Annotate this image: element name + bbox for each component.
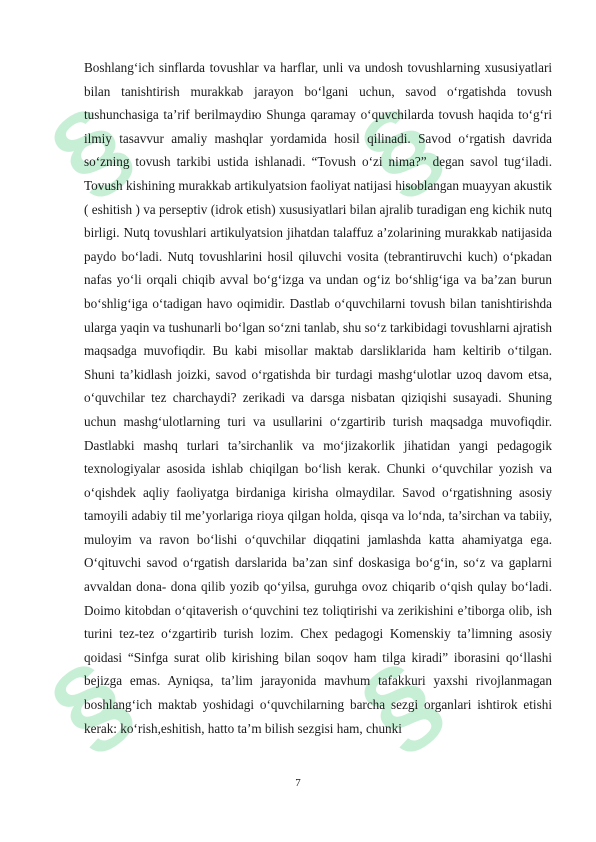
- watermark-logo: §: [338, 637, 461, 770]
- watermark-logo: §: [28, 637, 151, 770]
- page-number: 7: [295, 777, 301, 789]
- watermark-logo: §: [338, 82, 461, 215]
- watermark-logo: §: [28, 82, 151, 215]
- body-paragraph: Boshlang‘ich sinflarda tovushlar va harflar, unli va undosh tovushlarning xususiyatlari bilan tanishtirish murakkab jarayon bo‘lgani uchun, savod o‘rgatishda tovush tushunchasiga ta’rif berilmaydiю Shunga qaramay o‘quvchilarda tovush haqida to‘g‘ri ilmiy tasavvur amaliy mashqlar yordamida hosil qilinadi. Savod o‘rgatish davrida so‘zning tovush tarkibi ustida ishlanadi. “Tovush o‘zi nima?” degan savol tug‘iladi. Tovush kishining murakkab artikulyatsion faoliyat natijasi hisoblangan muayyan akustik ( eshitish ) va perseptiv (idrok etish) xususiyatlari bilan ajralib turadigan eng kichik nutq birligi. Nutq tovushlari artikulyatsion jihatdan talaffuz a’zolarining murakkab natijasida paydo bo‘ladi. Nutq tovushlarini hosil qiluvchi vosita (tebrantiruvchi kuch) o‘pkadan nafas yo‘li orqali chiqib avval bo‘g‘izga va undan og‘iz bo‘shlig‘iga va ba’zan burun bo‘shlig‘iga o‘tadigan havo oqimidir. Dastlab o‘quvchilarni tovush bilan tanishtirishda ularga yaqin va tushunarli bo‘lgan so‘zni tanlab, shu so‘z tarkibidagi tovushlarni ajratish maqsadga muvofiqdir. Bu kabi misollar maktab darsliklarida ham keltirib o‘tilgan. Shuni ta’kidlash joizki, savod o‘rgatishda bir turdagi mashg‘ulotlar uzoq davom etsa, o‘quvchilar tez charchaydi? zerikadi va darsga nisbatan qiziqishi susayadi. Shuning uchun mashg‘ulotlarning turi va usullarini o‘zgartirib turish maqsadga muvofiqdir. Dastlabki mashq turlari ta’sirchanlik va mo‘jizakorlik jihatidan yangi pedagogik texnologiyalar asosida ishlab chiqilgan bo‘lish kerak. Chunki o‘quvchilar yozish va o‘qishdek aqliy faoliyatga birdaniga kirisha olmaydilar. Savod o‘rgatishning asosiy tamoyili adabiy til me’yorlariga rioya qilgan holda, qisqa va lo‘nda, ta’sirchan va tabiiy, muloyim va ravon bo‘lishi o‘quvchilar diqqatini jamlashda katta ahamiyatga ega. O‘qituvchi savod o‘rgatish darslarida ba’zan sinf doskasiga bo‘g‘in, so‘z va gaplarni avvaldan dona- dona qilib yozib qo‘yilsa, guruhga ovoz chiqarib o‘qish qulay bo‘ladi. Doimo kitobdan o‘qitaverish o‘quvchini tez toliqtirishi va zerikishini e’tiborga olib, ish turini tez-tez o‘zgartirib turish lozim. Chex pedagogi Komenskiy ta’limning asosiy qoidasi “Sinfga surat olib kirishing bilan soqov ham tilga kiradi” iborasini qo‘llashi bejizga emas. Ayniqsa, ta’lim jarayonida mavhum tafakkuri yaxshi rivojlanmagan boshlang‘ich maktab yoshidagi o‘quvchilarning barcha sezgi organlari ishtirok etishi kerak: ko‘rish,eshitish, hatto ta’m bilish sezgisi ham, chunki: [84, 60, 552, 736]
